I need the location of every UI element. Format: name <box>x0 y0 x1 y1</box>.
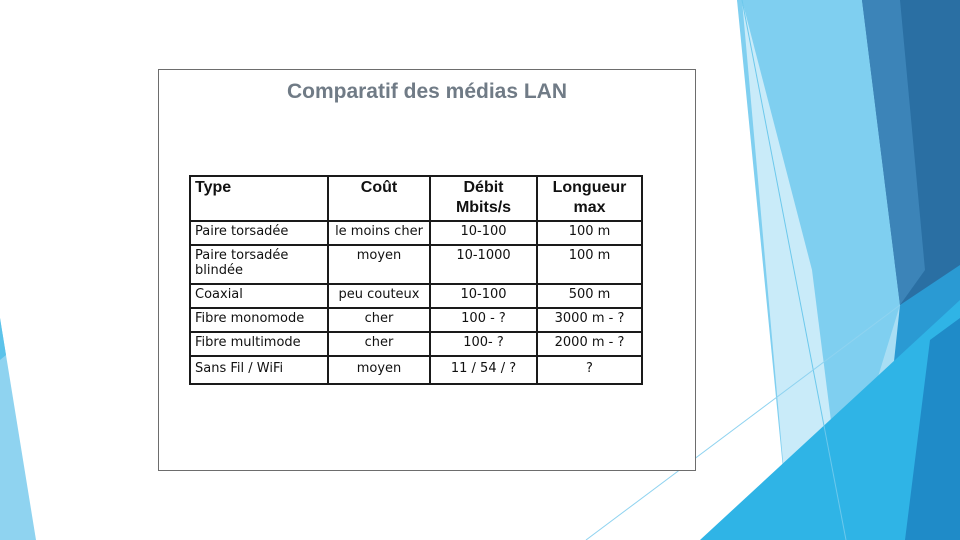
cell-type: Paire torsadée blindée <box>190 245 328 284</box>
cell-cost: le moins cher <box>328 221 430 245</box>
cell-cost: moyen <box>328 356 430 384</box>
cell-type: Paire torsadée <box>190 221 328 245</box>
slide-image-frame <box>158 69 696 471</box>
cell-length: 100 m <box>537 221 642 245</box>
header-max-length: Longueur max <box>537 176 642 221</box>
table-row <box>190 221 642 245</box>
lan-media-table <box>189 175 643 385</box>
table-header-row <box>190 176 642 221</box>
cell-cost: moyen <box>328 245 430 284</box>
cell-type: Fibre monomode <box>190 308 328 332</box>
cell-throughput: 10-100 <box>430 221 537 245</box>
cell-cost: cher <box>328 308 430 332</box>
cell-length: 500 m <box>537 284 642 308</box>
cell-cost: peu couteux <box>328 284 430 308</box>
slide-title: Comparatif des médias LAN <box>286 80 568 103</box>
table-row <box>190 356 642 384</box>
table-row <box>190 308 642 332</box>
header-throughput: Débit Mbits/s <box>430 176 537 221</box>
table-row <box>190 332 642 356</box>
left-accent-triangle <box>0 318 36 540</box>
cell-cost: cher <box>328 332 430 356</box>
cell-length: 3000 m - ? <box>537 308 642 332</box>
cell-throughput: 100 - ? <box>430 308 537 332</box>
cell-type: Coaxial <box>190 284 328 308</box>
cell-throughput: 100- ? <box>430 332 537 356</box>
left-accent-edge <box>0 318 6 360</box>
cell-length: 2000 m - ? <box>537 332 642 356</box>
cell-type: Sans Fil / WiFi <box>190 356 328 384</box>
header-type: Type <box>190 176 328 221</box>
cell-type: Fibre multimode <box>190 332 328 356</box>
cell-length: 100 m <box>537 245 642 284</box>
cell-throughput: 10-100 <box>430 284 537 308</box>
cell-throughput: 11 / 54 / ? <box>430 356 537 384</box>
table-row <box>190 284 642 308</box>
cell-throughput: 10-1000 <box>430 245 537 284</box>
header-cost: Coût <box>328 176 430 221</box>
cell-length: ? <box>537 356 642 384</box>
table-row <box>190 245 642 284</box>
